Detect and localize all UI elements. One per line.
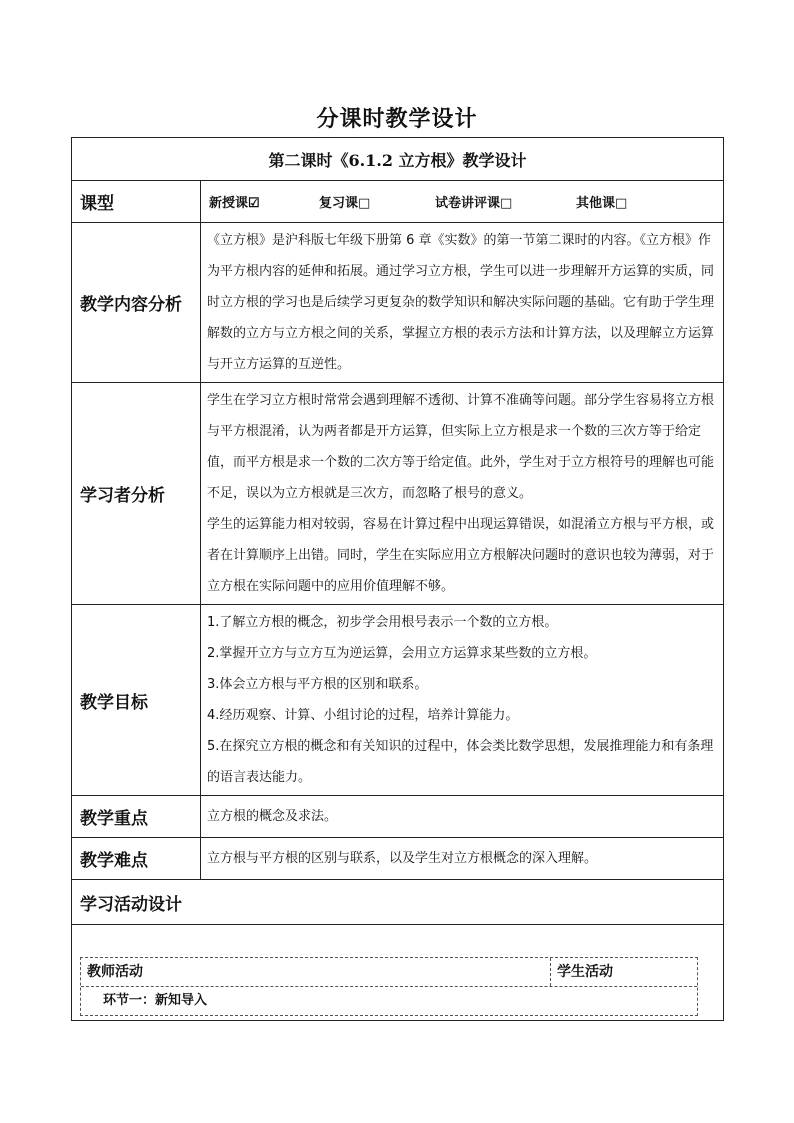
difficulties-row xyxy=(72,838,724,880)
objectives-label: 教学目标 xyxy=(72,605,201,796)
activity-table xyxy=(80,957,698,1016)
activity-title-row xyxy=(72,880,724,925)
activity-design-title: 学习活动设计 xyxy=(72,880,724,925)
lesson-subtitle: 第二课时《6.1.2 立方根》教学设计 xyxy=(72,138,724,181)
student-activity-header: 学生活动 xyxy=(557,964,613,980)
subtitle-row xyxy=(72,138,724,181)
paragraph: 学生的运算能力相对较弱，容易在计算过程中出现运算错误，如混淆立方根与平方根，或者在计算顺序上出错。同时，学生在实际应用立方根解决问题时的意识也较为薄弱，对于立方根在实际问题中的应用价值理解不够。 xyxy=(207,517,715,594)
step-one-title: 环节一：新知导入 xyxy=(103,993,208,1008)
paragraph: 学生在学习立方根时常常会遇到理解不透彻、计算不准确等问题。部分学生容易将立方根与平方根混淆，认为两者都是开方运算，但实际上立方根是求一个数的三次方等于给定值，而平方根是求一个数的二次方等于给定值。此外，学生对于立方根符号的理解也可能不足，误以为立方根就是三次方，而忽略了根号的意义。 xyxy=(207,393,715,501)
objective-item: 4.经历观察、计算、小组讨论的过程，培养计算能力。 xyxy=(207,708,519,723)
content-analysis-row xyxy=(72,223,724,383)
learner-analysis-row xyxy=(72,383,724,605)
activity-header-row xyxy=(81,958,697,987)
lesson-type-new[interactable]: 新授课☑ xyxy=(209,196,260,211)
content-analysis-text xyxy=(201,223,724,383)
objective-item: 5.在探究立方根的概念和有关知识的过程中，体会类比数学思想，发展推理能力和有条理的语言表达能力。 xyxy=(207,739,714,785)
key-points-row xyxy=(72,796,724,838)
lesson-type-review[interactable]: 复习课□ xyxy=(319,196,371,211)
objective-item: 1.了解立方根的概念，初步学会用根号表示一个数的立方根。 xyxy=(207,615,558,630)
paragraph: 《立方根》是沪科版七年级下册第 6 章《实数》的第一节第二课时的内容。《立方根》作为平方根内容的延伸和拓展。通过学习立方根，学生可以进一步理解开方运算的实质，同时立方根的学习也是后续学习更复杂的数学知识和解决实际问题的基础。它有助于学生理解数的立方与立方根之间的关系，掌握立方根的表示方法和计算方法，以及理解立方运算与开立方运算的互逆性。 xyxy=(207,233,715,372)
lesson-type-exam-review[interactable]: 试卷讲评课□ xyxy=(435,196,513,211)
objectives-list xyxy=(201,605,724,796)
activity-container xyxy=(72,925,724,1021)
key-points-label: 教学重点 xyxy=(72,796,201,838)
lesson-type-label: 课型 xyxy=(72,181,201,223)
lesson-type-options xyxy=(201,181,724,223)
learner-analysis-text xyxy=(201,383,724,605)
difficulties-text: 立方根与平方根的区别与联系，以及学生对立方根概念的深入理解。 xyxy=(201,838,724,880)
learner-analysis-label: 学习者分析 xyxy=(72,383,201,605)
teacher-activity-header: 教师活动 xyxy=(81,958,551,986)
lesson-type-row xyxy=(72,181,724,223)
lesson-design-table xyxy=(71,137,724,1021)
activity-row xyxy=(72,925,724,1021)
objective-item: 2.掌握开立方与立方互为逆运算，会用立方运算求某些数的立方根。 xyxy=(207,646,597,661)
content-analysis-label: 教学内容分析 xyxy=(72,223,201,383)
lesson-type-other[interactable]: 其他课□ xyxy=(576,196,628,211)
objectives-row xyxy=(72,605,724,796)
key-points-text: 立方根的概念及求法。 xyxy=(201,796,724,838)
objective-item: 3.体会立方根与平方根的区别和联系。 xyxy=(207,677,428,692)
page-title: 分课时教学设计 xyxy=(316,106,478,132)
difficulties-label: 教学难点 xyxy=(72,838,201,880)
